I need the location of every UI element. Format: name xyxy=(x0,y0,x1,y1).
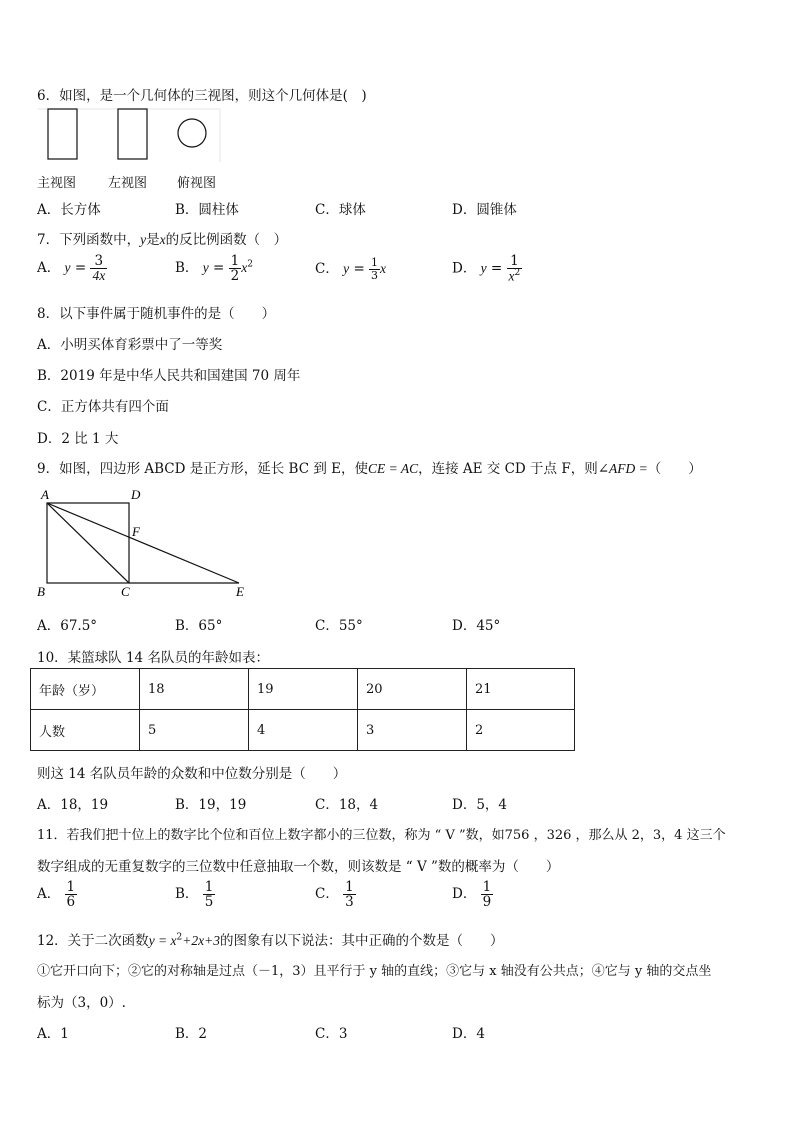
q7-option-c: C． y = $\frac{1}{3}$ x xyxy=(315,256,387,282)
q8-option-d: D．2 比 1 大 xyxy=(37,431,119,447)
q7-option-d: D． y = $\frac{1}{x^2}$ xyxy=(452,253,521,284)
q10-option-a: A．18，19 xyxy=(37,797,109,813)
q9-option-c: C．55° xyxy=(315,618,363,634)
q7-option-b: B． y = $\frac{1}{2}$ $x^2$ xyxy=(175,253,253,285)
q11-line1: 11．若我们把十位上的数字比个位和百位上数字都小的三位数，称为 “ V ”数，如756 ，326 ，那么从 2，3，4 这三个 xyxy=(37,828,726,843)
side-view-label: 左视图 xyxy=(108,176,148,191)
q12-option-b: B．2 xyxy=(175,1026,208,1042)
q11-option-a: A． $\frac{1}{6}$ xyxy=(37,879,76,911)
q11-option-c: C． $\frac{1}{3}$ xyxy=(315,879,354,911)
q6-option-b: B．圆柱体 xyxy=(175,202,239,218)
top-view-label: 俯视图 xyxy=(177,176,217,191)
q9-stem: 9．如图，四边形 ABCD 是正方形，延长 BC 到 E，使CE = AC，连接 AE 交 CD 于点 F，则∠AFD =（ ） xyxy=(37,461,702,477)
q6-three-views-figure xyxy=(35,106,225,164)
q7-option-a: A． y = $\frac{3}{4x}$ xyxy=(37,253,106,284)
table-row xyxy=(31,669,575,710)
q9-option-b: B．65° xyxy=(175,618,223,634)
q10-follow: 则这 14 名队员年龄的众数和中位数分别是（ ） xyxy=(37,766,347,782)
q6-option-a: A．长方体 xyxy=(37,202,101,218)
q10-option-b: B．19，19 xyxy=(175,797,247,813)
table-cell: 18 xyxy=(140,669,249,710)
table-cell: 3 xyxy=(358,710,467,751)
label-b: B xyxy=(37,584,45,599)
q12-option-d: D．4 xyxy=(452,1026,485,1042)
q11-line2: 数字组成的无重复数字的三位数中任意抽取一个数，则该数是 “ V ”数的概率为（ ） xyxy=(37,859,560,875)
q10-stem: 10．某篮球队 14 名队员的年龄如表： xyxy=(37,650,269,666)
segment-ae xyxy=(47,503,239,583)
q12-option-a: A．1 xyxy=(37,1026,69,1042)
label-d: D xyxy=(131,487,141,502)
q11-option-b: B． $\frac{1}{5}$ xyxy=(175,879,214,911)
q9-option-a: A．67.5° xyxy=(37,618,98,634)
q8-option-a: A．小明买体育彩票中了一等奖 xyxy=(37,337,223,353)
table-cell: 4 xyxy=(249,710,358,751)
q12-line2: ①它开口向下；②它的对称轴是过点（－1，3）且平行于 y 轴的直线；③它与 x 轴没有公共点；④它与 y 轴的交点坐 xyxy=(37,964,712,979)
table-cell: 年龄（岁） xyxy=(31,669,140,710)
q10-option-c: C．18，4 xyxy=(315,797,379,813)
q9-square-figure xyxy=(33,486,253,601)
q7-stem: 7．下列函数中，y是x的反比例函数（ ） xyxy=(37,232,288,248)
q9-option-d: D．45° xyxy=(452,618,501,634)
side-view-rect xyxy=(118,109,147,159)
table-cell: 人数 xyxy=(31,710,140,751)
diagonal-ac xyxy=(47,503,129,583)
age-table xyxy=(30,668,575,751)
label-e: E xyxy=(236,584,244,599)
front-view-rect xyxy=(48,109,77,159)
q12-line3: 标为（3，0）. xyxy=(37,995,126,1011)
q10-option-d: D．5，4 xyxy=(452,797,508,813)
table-cell: 2 xyxy=(467,710,575,751)
table-cell: 19 xyxy=(249,669,358,710)
q11-option-d: D． $\frac{1}{9}$ xyxy=(452,879,492,911)
q12-option-c: C．3 xyxy=(315,1026,348,1042)
table-cell: 20 xyxy=(358,669,467,710)
q6-stem: 6．如图，是一个几何体的三视图，则这个几何体是( ) xyxy=(37,88,367,104)
q8-stem: 8．以下事件属于随机事件的是（ ） xyxy=(37,306,276,322)
top-view-circle xyxy=(178,119,206,147)
q6-option-c: C．球体 xyxy=(315,202,366,218)
label-a: A xyxy=(41,487,49,502)
front-view-label: 主视图 xyxy=(37,176,77,191)
label-f: F xyxy=(132,524,140,539)
table-cell: 5 xyxy=(140,710,249,751)
q8-option-b: B．2019 年是中华人民共和国建国 70 周年 xyxy=(37,368,301,384)
q12-stem: 12．关于二次函数$y = x^2+2x+3$的图象有以下说法：其中正确的个数是（ ） xyxy=(37,932,504,949)
q8-option-c: C．正方体共有四个面 xyxy=(37,399,169,415)
table-cell: 21 xyxy=(467,669,575,710)
table-row xyxy=(31,710,575,751)
label-c: C xyxy=(121,584,130,599)
q6-option-d: D．圆锥体 xyxy=(452,202,517,218)
